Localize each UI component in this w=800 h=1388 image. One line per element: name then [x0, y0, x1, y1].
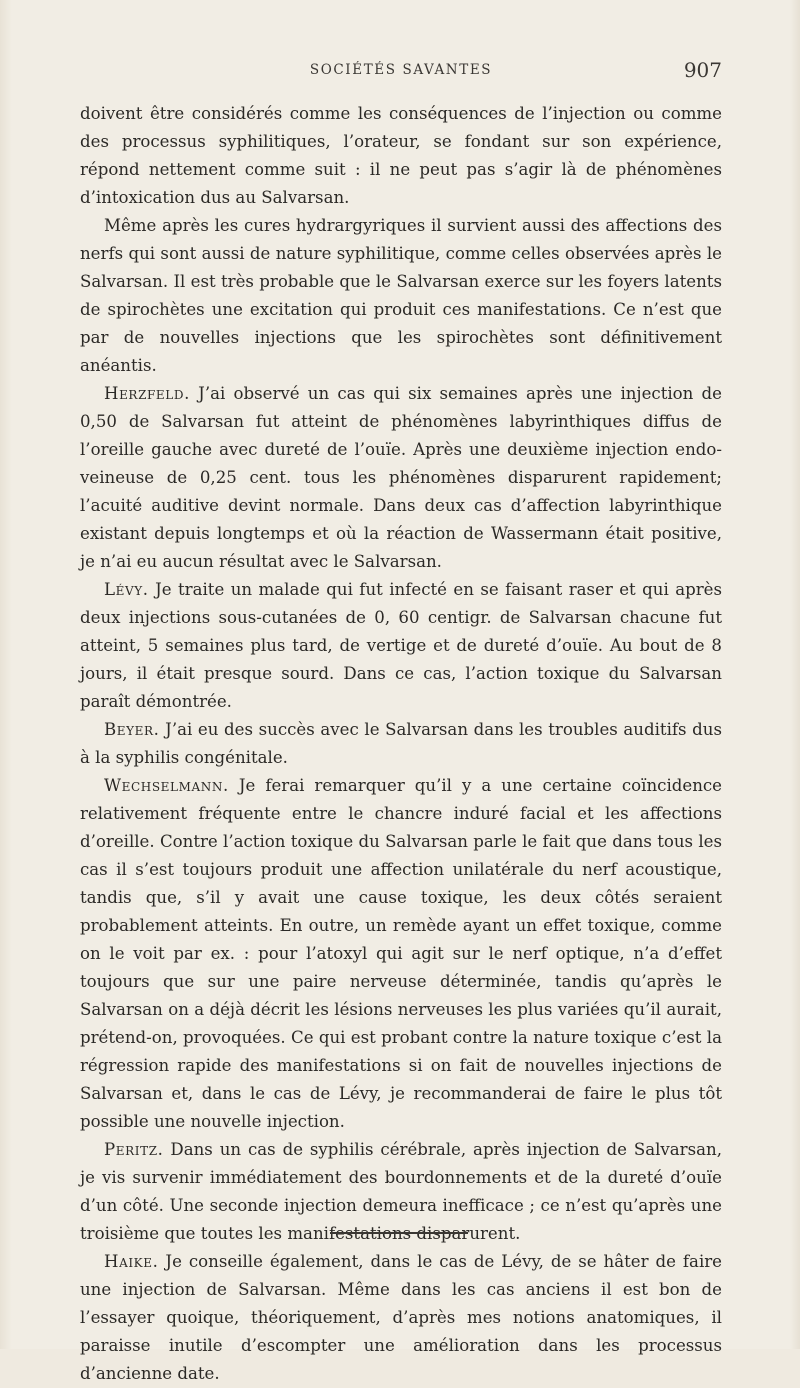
paragraph-text: J’ai observé un cas qui six semaines après une injection de 0,50 de Salvarsan fut atteint de phénomènes labyrinthiques diffus de l’oreille gauche avec dureté de l’ouïe. Après une deuxième injection endo-veineuse de 0,25 cent. tous les phénomènes disparurent rapidement; l’acuité auditive devint normale. Dans deux cas d’affection labyrinthique existant depuis longtemps et où la réaction de Wassermann était positive, je n’ai eu aucun résultat avec le Salvarsan.	[80, 384, 722, 571]
speaker-name: Lévy.	[104, 580, 149, 599]
running-head-title: SOCIÉTÉS SAVANTES	[309, 62, 493, 78]
paragraph-text: J’ai eu des succès avec le Salvarsan dans les troubles auditifs dus à la syphilis congénitale.	[80, 720, 722, 767]
paragraph	[80, 772, 722, 1136]
paragraph-text: Je traite un malade qui fut infecté en se faisant raser et qui après deux injections sous-cutanées de 0, 60 centigr. de Salvarsan chacune fut atteint, 5 semaines plus tard, de vertige et de dureté d’ouïe. Au bout de 8 jours, il était presque sourd. Dans ce cas, l’action toxique du Salvarsan paraît démontrée.	[80, 580, 722, 711]
paragraph	[80, 716, 722, 772]
paragraph	[80, 576, 722, 716]
body-text	[80, 100, 722, 1388]
speaker-name: Wechselmann.	[104, 776, 229, 795]
paragraph	[80, 100, 722, 212]
paragraph-text: doivent être considérés comme les conséquences de l’injection ou comme des processus syphilitiques, l’orateur, se fondant sur son expérience, répond nettement comme suit : il ne peut pas s’agir là de phénomènes d’intoxication dus au Salvarsan.	[80, 104, 722, 207]
paragraph-text: Dans un cas de syphilis cérébrale, après injection de Salvarsan, je vis survenir immédiatement des bourdonnements et de la dureté d’ouïe d’un côté. Une seconde injection demeura inefficace ; ce n’est qu’après une troisième que toutes les manifestations disparurent.	[80, 1140, 722, 1243]
paragraph-text: Je conseille également, dans le cas de Lévy, de se hâter de faire une injection de Salvarsan. Même dans les cas anciens il est bon de l’essayer quoique, théoriquement, d’après mes notions anatomiques, il paraisse inutile d’escompter une amélioration dans les processus d’ancienne date.	[80, 1252, 722, 1383]
paragraph	[80, 212, 722, 380]
paragraph	[80, 380, 722, 576]
speaker-name: Beyer.	[104, 720, 160, 739]
paragraph-text: Je ferai remarquer qu’il y a une certaine coïncidence relativement fréquente entre le chancre induré facial et les affections d’oreille. Contre l’action toxique du Salvarsan parle le fait que dans tous les cas il s’est toujours produit une affection unilatérale du nerf acoustique, tandis que, s’il y avait une cause toxique, les deux côtés seraient probablement atteints. En outre, un remède ayant un effet toxique, comme on le voit par ex. : pour l’atoxyl qui agit sur le nerf optique, n’a d’effet toujours que sur une paire nerveuse déterminée, tandis qu’après le Salvarsan on a déjà décrit les lésions nerveuses les plus variées qu’il aurait, prétend-on, provoquées. Ce qui est probant contre la nature toxique c’est la régression rapide des manifestations si on fait de nouvelles injections de Salvarsan et, dans le cas de Lévy, je recommanderai de faire le plus tôt possible une nouvelle injection.	[80, 776, 722, 1131]
speaker-name: Herzfeld.	[104, 384, 190, 403]
speaker-name: Peritz.	[104, 1140, 164, 1159]
paragraph	[80, 1248, 722, 1388]
running-head	[80, 58, 722, 88]
speaker-name: Haike.	[104, 1252, 159, 1271]
end-rule	[330, 1232, 468, 1234]
page-number: 907	[683, 58, 722, 82]
paragraph-text: Même après les cures hydrargyriques il survient aussi des affections des nerfs qui sont aussi de nature syphilitique, comme celles observées après le Salvarsan. Il est très probable que le Salvarsan exerce sur les foyers latents de spirochètes une excitation qui produit ces manifestations. Ce n’est que par de nouvelles injections que les spirochètes sont définitivement anéantis.	[80, 216, 722, 375]
